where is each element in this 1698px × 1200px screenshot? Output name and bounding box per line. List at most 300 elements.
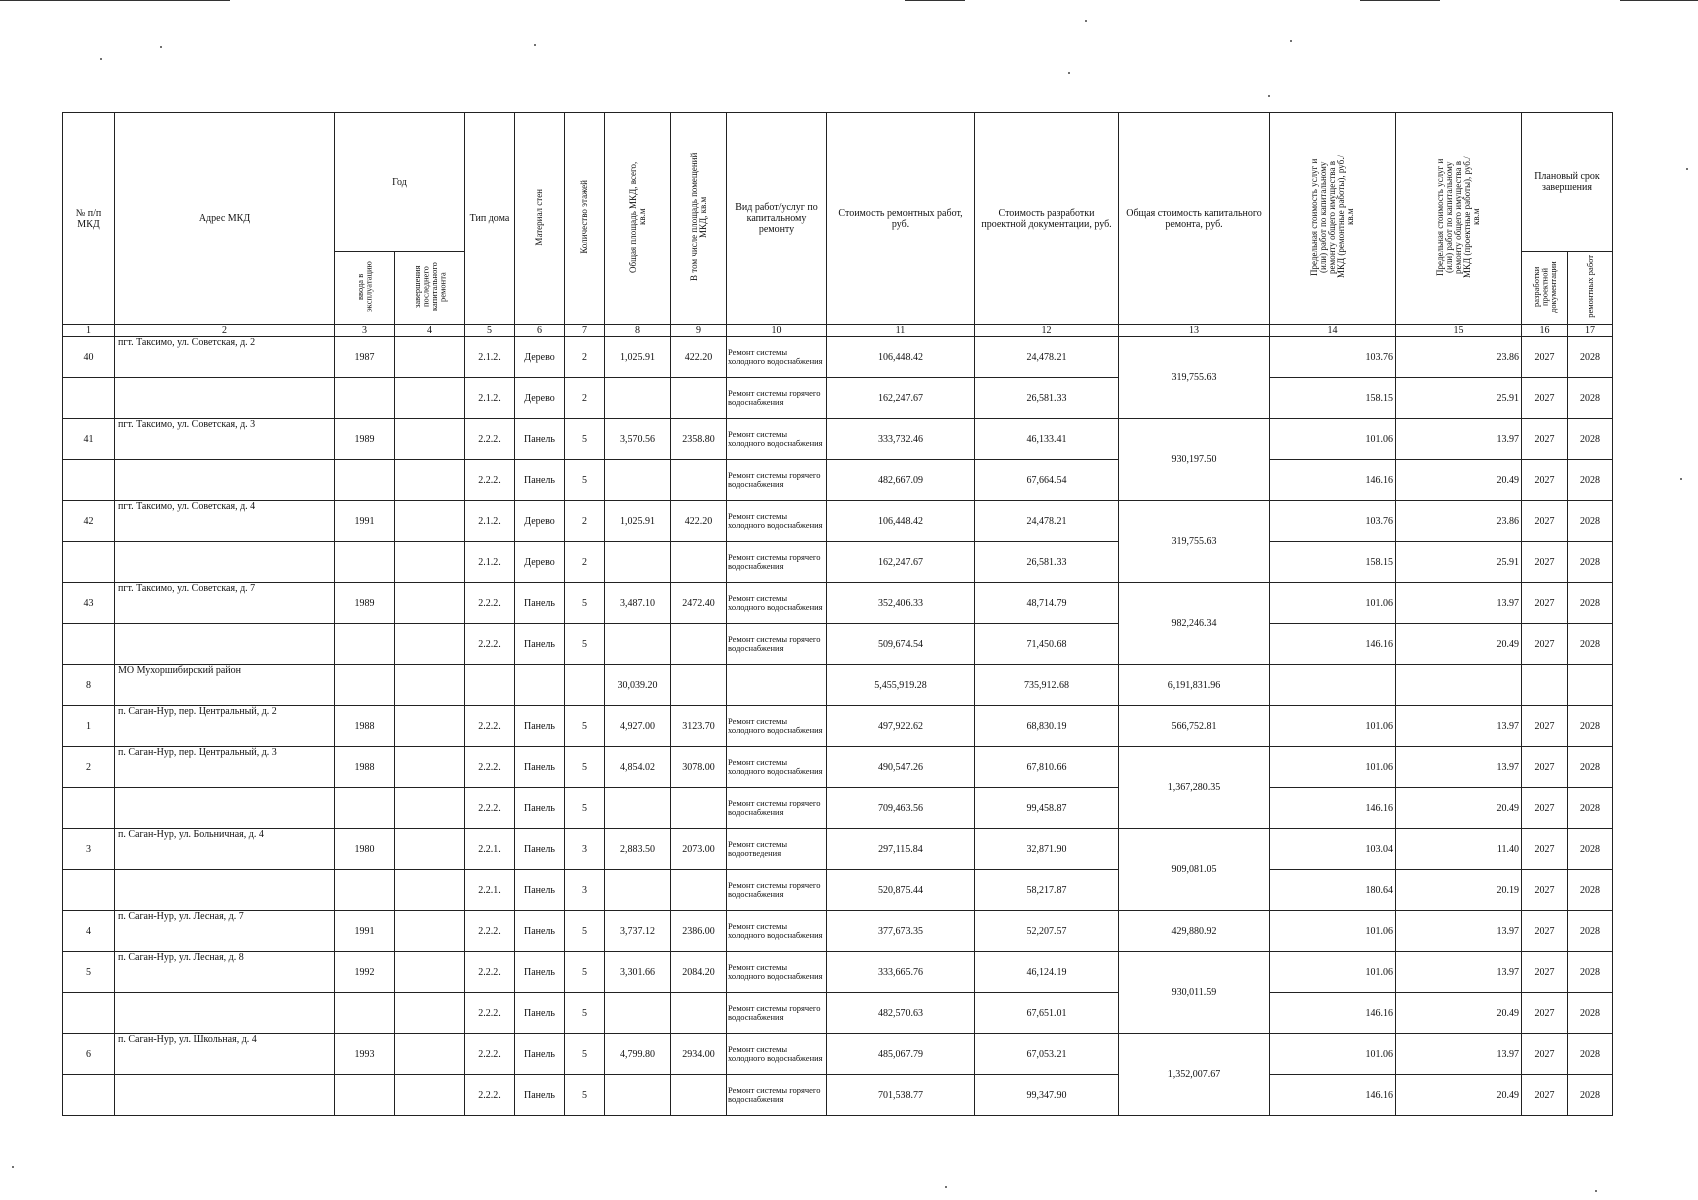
year-last-repair-cell [395,993,465,1034]
table-row [63,583,1613,624]
row-num-cell [63,993,115,1034]
deadline-repair-cell: 2028 [1568,460,1613,501]
premises-area-cell [671,1075,727,1116]
address-cell: пгт. Таксимо, ул. Советская, д. 7 [115,583,335,624]
house-type-cell: 2.2.2. [465,706,515,747]
limit-repair-cell: 103.76 [1270,501,1396,542]
table-row [63,870,1613,911]
year-commission-cell: 1989 [335,583,395,624]
address-cell: п. Саган-Нур, пер. Центральный, д. 3 [115,747,335,788]
limit-design-cell: 20.49 [1396,624,1522,665]
total-area-cell [605,993,671,1034]
house-type-cell: 2.1.2. [465,542,515,583]
header-work-type: Вид работ/услуг по капитальному ремонту [727,113,827,325]
row-num-cell: 1 [63,706,115,747]
limit-design-cell: 13.97 [1396,747,1522,788]
deadline-repair-cell: 2028 [1568,378,1613,419]
year-last-repair-cell [395,1034,465,1075]
limit-repair-cell: 146.16 [1270,624,1396,665]
scan-speck [1595,1190,1597,1192]
deadline-repair-cell: 2028 [1568,583,1613,624]
table-row [63,911,1613,952]
scan-speck [534,44,536,46]
total-area-cell [605,624,671,665]
table-row [63,501,1613,542]
address-cell: пгт. Таксимо, ул. Советская, д. 4 [115,501,335,542]
wall-material-cell: Панель [515,747,565,788]
design-cost-cell: 52,207.57 [975,911,1119,952]
repair-cost-cell: 520,875.44 [827,870,975,911]
repair-cost-cell: 352,406.33 [827,583,975,624]
deadline-design-cell: 2027 [1522,870,1568,911]
year-commission-cell [335,378,395,419]
total-cost-cell: 909,081.05 [1119,829,1270,911]
design-cost-cell: 67,651.01 [975,993,1119,1034]
column-number-cell: 11 [827,325,975,337]
address-cell: п. Саган-Нур, ул. Больничная, д. 4 [115,829,335,870]
work-type-cell: Ремонт системы горячего водоснабжения [727,993,827,1034]
row-num-cell [63,788,115,829]
table-row [63,829,1613,870]
house-type-cell: 2.2.2. [465,788,515,829]
row-num-cell: 41 [63,419,115,460]
total-area-cell: 30,039.20 [605,665,671,706]
floors-cell: 5 [565,1075,605,1116]
table-row [63,1075,1613,1116]
table-row [63,706,1613,747]
limit-design-cell: 13.97 [1396,706,1522,747]
deadline-design-cell: 2027 [1522,378,1568,419]
work-type-cell: Ремонт системы холодного водоснабжения [727,501,827,542]
deadline-design-cell: 2027 [1522,829,1568,870]
limit-repair-cell: 101.06 [1270,747,1396,788]
header-deadline-design [1522,252,1568,325]
header-repair-cost: Стоимость ремонтных работ, руб. [827,113,975,325]
floors-cell: 3 [565,870,605,911]
total-area-cell: 3,570.56 [605,419,671,460]
wall-material-cell [515,665,565,706]
header-year-last-repair-text: завершения последнего капитального ремонта [411,262,447,311]
work-type-cell: Ремонт системы холодного водоснабжения [727,952,827,993]
header-floors-text: Количество этажей [579,180,589,254]
floors-cell: 2 [565,501,605,542]
row-num-cell: 4 [63,911,115,952]
address-cell [115,542,335,583]
floors-cell: 5 [565,993,605,1034]
house-type-cell: 2.2.2. [465,911,515,952]
limit-design-cell: 20.19 [1396,870,1522,911]
limit-design-cell: 13.97 [1396,1034,1522,1075]
total-area-cell [605,870,671,911]
limit-repair-cell: 103.76 [1270,337,1396,378]
scan-edge-line [1620,0,1698,1]
premises-area-cell [671,624,727,665]
header-year-commission [335,252,395,325]
table-row [63,337,1613,378]
scan-speck [1686,168,1688,170]
column-number-cell: 14 [1270,325,1396,337]
floors-cell: 5 [565,747,605,788]
header-total-cost: Общая стоимость капитального ремонта, руб. [1119,113,1270,325]
table-row [63,788,1613,829]
limit-design-cell: 23.86 [1396,501,1522,542]
house-type-cell: 2.2.1. [465,829,515,870]
design-cost-cell: 67,664.54 [975,460,1119,501]
limit-design-cell: 23.86 [1396,337,1522,378]
total-area-cell: 4,799.80 [605,1034,671,1075]
deadline-design-cell: 2027 [1522,419,1568,460]
repair-cost-cell: 106,448.42 [827,501,975,542]
floors-cell: 5 [565,419,605,460]
header-house-type: Тип дома [465,113,515,325]
deadline-design-cell: 2027 [1522,747,1568,788]
repair-cost-cell: 5,455,919.28 [827,665,975,706]
repair-cost-cell: 162,247.67 [827,378,975,419]
design-cost-cell: 67,810.66 [975,747,1119,788]
design-cost-cell: 735,912.68 [975,665,1119,706]
deadline-repair-cell: 2028 [1568,542,1613,583]
deadline-repair-cell [1568,665,1613,706]
header-limit-design [1396,113,1522,325]
floors-cell: 5 [565,911,605,952]
row-num-cell: 43 [63,583,115,624]
work-type-cell: Ремонт системы холодного водоснабжения [727,911,827,952]
design-cost-cell: 99,458.87 [975,788,1119,829]
deadline-repair-cell: 2028 [1568,829,1613,870]
house-type-cell: 2.1.2. [465,501,515,542]
year-commission-cell [335,624,395,665]
header-deadline: Плановый срок завершения [1522,113,1613,252]
deadline-repair-cell: 2028 [1568,501,1613,542]
premises-area-cell: 2386.00 [671,911,727,952]
work-type-cell: Ремонт системы водоотведения [727,829,827,870]
wall-material-cell: Панель [515,460,565,501]
house-type-cell: 2.2.2. [465,952,515,993]
year-commission-cell [335,1075,395,1116]
limit-design-cell: 25.91 [1396,378,1522,419]
floors-cell: 5 [565,624,605,665]
year-commission-cell: 1991 [335,911,395,952]
limit-design-cell: 13.97 [1396,952,1522,993]
repair-cost-cell: 482,570.63 [827,993,975,1034]
wall-material-cell: Панель [515,583,565,624]
work-type-cell: Ремонт системы холодного водоснабжения [727,1034,827,1075]
deadline-design-cell: 2027 [1522,624,1568,665]
limit-design-cell: 20.49 [1396,993,1522,1034]
year-commission-cell: 1989 [335,419,395,460]
deadline-design-cell: 2027 [1522,911,1568,952]
work-type-cell: Ремонт системы холодного водоснабжения [727,419,827,460]
limit-repair-cell [1270,665,1396,706]
house-type-cell: 2.2.2. [465,460,515,501]
repair-cost-cell: 297,115.84 [827,829,975,870]
work-type-cell [727,665,827,706]
premises-area-cell [671,378,727,419]
address-cell [115,788,335,829]
limit-design-cell: 13.97 [1396,583,1522,624]
deadline-design-cell: 2027 [1522,1075,1568,1116]
address-cell: МО Мухоршибирский район [115,665,335,706]
work-type-cell: Ремонт системы холодного водоснабжения [727,747,827,788]
scan-edge-line [905,0,965,1]
address-cell [115,378,335,419]
scan-speck [12,1166,14,1168]
wall-material-cell: Панель [515,1034,565,1075]
floors-cell: 5 [565,1034,605,1075]
scan-speck [1085,20,1087,22]
work-type-cell: Ремонт системы горячего водоснабжения [727,870,827,911]
table-row [63,378,1613,419]
work-type-cell: Ремонт системы холодного водоснабжения [727,583,827,624]
total-area-cell [605,460,671,501]
wall-material-cell: Панель [515,911,565,952]
year-last-repair-cell [395,870,465,911]
row-num-cell: 8 [63,665,115,706]
deadline-repair-cell: 2028 [1568,952,1613,993]
table-row [63,460,1613,501]
address-cell [115,993,335,1034]
row-num-cell: 5 [63,952,115,993]
deadline-repair-cell: 2028 [1568,1034,1613,1075]
column-number-cell: 4 [395,325,465,337]
year-last-repair-cell [395,583,465,624]
table-row [63,952,1613,993]
premises-area-cell [671,542,727,583]
scan-speck [1068,72,1070,74]
floors-cell: 2 [565,378,605,419]
premises-area-cell: 422.20 [671,337,727,378]
deadline-design-cell: 2027 [1522,788,1568,829]
repair-cost-cell: 497,922.62 [827,706,975,747]
scan-edge-line [1360,0,1440,1]
total-cost-cell: 1,367,280.35 [1119,747,1270,829]
year-last-repair-cell [395,624,465,665]
deadline-repair-cell: 2028 [1568,993,1613,1034]
deadline-repair-cell: 2028 [1568,1075,1613,1116]
column-number-cell: 12 [975,325,1119,337]
column-number-cell: 3 [335,325,395,337]
wall-material-cell: Дерево [515,337,565,378]
floors-cell: 2 [565,542,605,583]
header-wall-material [515,113,565,325]
header-wall-material-text: Материал стен [534,188,544,246]
header-premises-area [671,113,727,325]
premises-area-cell: 2084.20 [671,952,727,993]
premises-area-cell: 3123.70 [671,706,727,747]
limit-design-cell: 20.49 [1396,460,1522,501]
address-cell [115,624,335,665]
limit-repair-cell: 146.16 [1270,1075,1396,1116]
column-number-cell: 2 [115,325,335,337]
repair-cost-cell: 485,067.79 [827,1034,975,1075]
header-deadline-repair-text: ремонтных работ [1584,255,1595,318]
total-area-cell: 2,883.50 [605,829,671,870]
limit-repair-cell: 103.04 [1270,829,1396,870]
limit-repair-cell: 158.15 [1270,378,1396,419]
header-year-last-repair [395,252,465,325]
column-number-row [63,325,1613,337]
year-last-repair-cell [395,911,465,952]
table-row [63,624,1613,665]
house-type-cell [465,665,515,706]
premises-area-cell [671,788,727,829]
design-cost-cell: 24,478.21 [975,501,1119,542]
wall-material-cell: Панель [515,870,565,911]
deadline-design-cell: 2027 [1522,583,1568,624]
work-type-cell: Ремонт системы холодного водоснабжения [727,706,827,747]
limit-repair-cell: 180.64 [1270,870,1396,911]
column-number-cell: 10 [727,325,827,337]
wall-material-cell: Панель [515,706,565,747]
capital-repair-table [62,112,1613,1116]
year-commission-cell: 1988 [335,747,395,788]
floors-cell: 5 [565,583,605,624]
year-commission-cell: 1987 [335,337,395,378]
wall-material-cell: Панель [515,788,565,829]
header-floors [565,113,605,325]
column-number-cell: 13 [1119,325,1270,337]
house-type-cell: 2.2.2. [465,624,515,665]
row-num-cell [63,870,115,911]
scan-speck [1268,95,1270,97]
header-address: Адрес МКД [115,113,335,325]
design-cost-cell: 99,347.90 [975,1075,1119,1116]
row-num-cell: 2 [63,747,115,788]
total-area-cell: 4,927.00 [605,706,671,747]
deadline-repair-cell: 2028 [1568,788,1613,829]
deadline-design-cell: 2027 [1522,337,1568,378]
row-num-cell: 6 [63,1034,115,1075]
repair-cost-cell: 377,673.35 [827,911,975,952]
year-last-repair-cell [395,542,465,583]
total-area-cell [605,378,671,419]
design-cost-cell: 71,450.68 [975,624,1119,665]
limit-repair-cell: 146.16 [1270,993,1396,1034]
year-last-repair-cell [395,337,465,378]
total-area-cell: 4,854.02 [605,747,671,788]
premises-area-cell: 2073.00 [671,829,727,870]
total-cost-cell: 319,755.63 [1119,337,1270,419]
year-last-repair-cell [395,665,465,706]
header-limit-repair [1270,113,1396,325]
row-num-cell [63,460,115,501]
deadline-repair-cell: 2028 [1568,624,1613,665]
row-num-cell: 40 [63,337,115,378]
floors-cell: 5 [565,460,605,501]
year-commission-cell [335,870,395,911]
year-last-repair-cell [395,460,465,501]
deadline-repair-cell: 2028 [1568,337,1613,378]
floors-cell [565,665,605,706]
work-type-cell: Ремонт системы горячего водоснабжения [727,542,827,583]
year-last-repair-cell [395,788,465,829]
scan-speck [1680,478,1682,480]
deadline-repair-cell: 2028 [1568,419,1613,460]
repair-cost-cell: 701,538.77 [827,1075,975,1116]
design-cost-cell: 24,478.21 [975,337,1119,378]
wall-material-cell: Панель [515,624,565,665]
floors-cell: 5 [565,706,605,747]
row-num-cell: 3 [63,829,115,870]
year-last-repair-cell [395,378,465,419]
year-commission-cell [335,542,395,583]
house-type-cell: 2.1.2. [465,337,515,378]
wall-material-cell: Панель [515,993,565,1034]
scan-speck [160,46,162,48]
repair-cost-cell: 709,463.56 [827,788,975,829]
year-commission-cell [335,993,395,1034]
year-last-repair-cell [395,747,465,788]
limit-repair-cell: 146.16 [1270,460,1396,501]
row-num-cell [63,624,115,665]
premises-area-cell: 2934.00 [671,1034,727,1075]
scan-speck [945,1186,947,1188]
wall-material-cell: Панель [515,419,565,460]
header-row [63,113,1613,252]
header-year: Год [335,113,465,252]
premises-area-cell [671,993,727,1034]
wall-material-cell: Панель [515,829,565,870]
column-number-cell: 15 [1396,325,1522,337]
house-type-cell: 2.2.2. [465,1075,515,1116]
year-last-repair-cell [395,501,465,542]
deadline-design-cell: 2027 [1522,460,1568,501]
work-type-cell: Ремонт системы горячего водоснабжения [727,460,827,501]
limit-repair-cell: 146.16 [1270,788,1396,829]
deadline-design-cell: 2027 [1522,501,1568,542]
total-area-cell: 1,025.91 [605,337,671,378]
address-cell: п. Саган-Нур, ул. Лесная, д. 7 [115,911,335,952]
deadline-design-cell: 2027 [1522,542,1568,583]
address-cell [115,460,335,501]
limit-repair-cell: 101.06 [1270,706,1396,747]
deadline-design-cell: 2027 [1522,952,1568,993]
header-limit-repair-text: Предельная стоимость услуг и (или) работ по капитальному ремонту общего имущества в МКД (ремонтные работы), руб./кв.м [1309,155,1355,279]
scan-edge-line [0,0,230,1]
table-row [63,993,1613,1034]
header-deadline-design-text: разработки проектной документации [1530,260,1558,313]
total-area-cell: 1,025.91 [605,501,671,542]
limit-design-cell: 13.97 [1396,911,1522,952]
year-commission-cell: 1991 [335,501,395,542]
deadline-design-cell: 2027 [1522,993,1568,1034]
year-last-repair-cell [395,706,465,747]
premises-area-cell: 422.20 [671,501,727,542]
address-cell: пгт. Таксимо, ул. Советская, д. 2 [115,337,335,378]
wall-material-cell: Панель [515,1075,565,1116]
address-cell: п. Саган-Нур, ул. Лесная, д. 8 [115,952,335,993]
header-total-area-text: Общая площадь МКД, всего, кв.м [627,161,647,273]
design-cost-cell: 46,124.19 [975,952,1119,993]
design-cost-cell: 68,830.19 [975,706,1119,747]
header-total-area [605,113,671,325]
limit-repair-cell: 101.06 [1270,1034,1396,1075]
column-number-cell: 9 [671,325,727,337]
total-cost-cell: 6,191,831.96 [1119,665,1270,706]
wall-material-cell: Дерево [515,542,565,583]
limit-design-cell: 20.49 [1396,1075,1522,1116]
deadline-design-cell [1522,665,1568,706]
limit-design-cell [1396,665,1522,706]
repair-cost-cell: 482,667.09 [827,460,975,501]
address-cell: пгт. Таксимо, ул. Советская, д. 3 [115,419,335,460]
year-commission-cell [335,460,395,501]
column-number-cell: 8 [605,325,671,337]
house-type-cell: 2.2.2. [465,747,515,788]
scan-speck [1290,40,1292,42]
house-type-cell: 2.1.2. [465,378,515,419]
header-deadline-repair [1568,252,1613,325]
